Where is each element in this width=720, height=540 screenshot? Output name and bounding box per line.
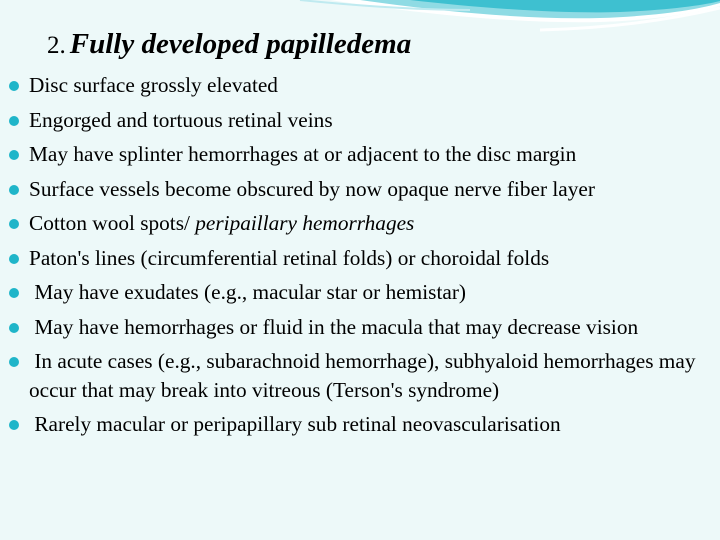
bullet-text: Disc surface grossly elevated <box>29 73 278 97</box>
bullet-item <box>0 106 720 135</box>
bullet-text: May have exudates (e.g., macular star or hemistar) <box>29 280 467 304</box>
bullet-dot-icon <box>9 81 19 91</box>
bullet-item <box>0 140 720 169</box>
bullet-dot-icon <box>9 323 19 333</box>
title-text: Fully developed papilledema <box>69 28 412 60</box>
bullet-dot-icon <box>9 150 19 160</box>
bullet-text: May have splinter hemorrhages at or adjacent to the disc margin <box>29 142 577 166</box>
bullet-item <box>0 278 720 307</box>
bullet-item <box>0 175 720 204</box>
bullet-dot-icon <box>9 357 19 367</box>
bullet-text: Cotton wool spots/ <box>29 211 196 235</box>
bullet-text: Surface vessels become obscured by now opaque nerve fiber layer <box>29 176 595 201</box>
bullet-text: In acute cases (e.g., subarachnoid hemorrhage), subhyaloid hemorrhages may occur that may break into vitreous (Terson's syndrome) <box>29 349 701 402</box>
bullet-text: Paton's lines (circumferential retinal folds) or choroidal folds <box>29 245 550 270</box>
bullet-item <box>0 209 720 238</box>
bullet-dot-icon <box>9 420 19 430</box>
bullet-dot-icon <box>9 116 19 126</box>
bullet-dot-icon <box>9 185 19 195</box>
bullet-text: Engorged and tortuous retinal veins <box>29 107 333 132</box>
bullet-text-italic: peripaillary hemorrhages <box>195 211 415 235</box>
bullet-dot-icon <box>9 288 19 298</box>
bullet-text: Rarely macular or peripapillary sub retinal neovascularisation <box>29 412 561 436</box>
bullet-item <box>0 410 720 439</box>
title-number: 2. <box>47 32 66 59</box>
bullet-dot-icon <box>9 219 19 229</box>
bullet-item <box>0 313 720 342</box>
bullet-item <box>0 71 720 100</box>
bullet-dot-icon <box>9 254 19 264</box>
slide-title <box>47 28 411 61</box>
bullet-text: May have hemorrhages or fluid in the macula that may decrease vision <box>29 314 639 339</box>
bullet-list <box>0 71 720 445</box>
bullet-item <box>0 347 720 404</box>
bullet-item <box>0 244 720 273</box>
